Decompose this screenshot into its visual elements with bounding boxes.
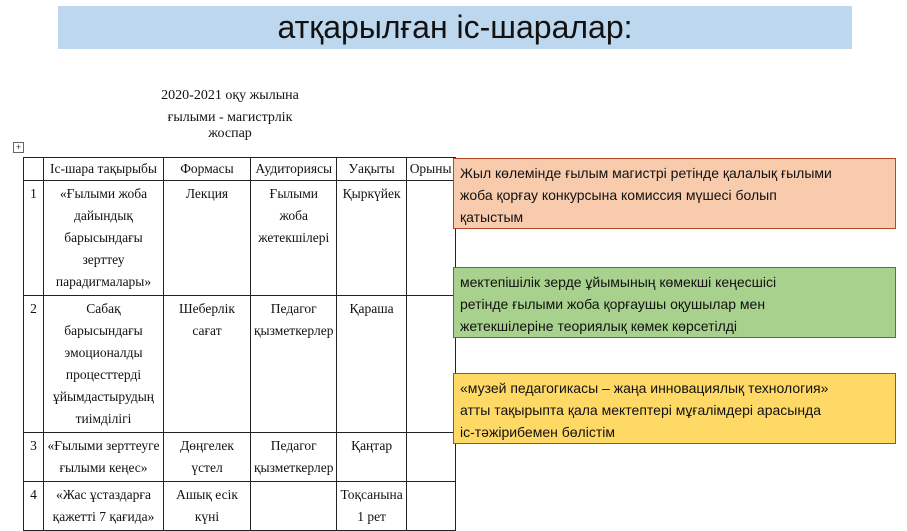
note-line: жетекшілеріне теориялық көмек көрсетілді: [460, 318, 738, 334]
cell-num: 3: [24, 433, 44, 482]
cell-topic-line: парадигмалары»: [55, 274, 152, 289]
header-cell-place: Орыны: [406, 158, 455, 181]
cell-place: [406, 181, 455, 296]
table-expand-icon[interactable]: +: [13, 142, 24, 153]
cell-topic-line: барысындағы зерттеу: [64, 230, 143, 267]
table-row: [24, 181, 456, 296]
cell-num: 2: [24, 296, 44, 433]
header-cell-num: [24, 158, 44, 181]
document-heading-line1: 2020-2021 оқу жылына: [161, 88, 299, 103]
note-line: атты тақырыпта қала мектептері мұғалімдері арасында: [460, 402, 822, 418]
cell-num: 1: [24, 181, 44, 296]
cell-form: [164, 181, 251, 296]
note-box-commission: [453, 158, 896, 229]
cell-time: [337, 433, 406, 482]
document-heading-line2: ғылыми - магистрлік жоспар: [167, 110, 293, 141]
cell-time-line: 1 рет: [357, 509, 386, 524]
header-cell-time: Уақыты: [337, 158, 406, 181]
cell-audience: [251, 433, 337, 482]
cell-topic-line: ұйымдастырудың: [52, 389, 155, 404]
cell-audience-line: қызметкерлер: [254, 323, 334, 338]
table-row: [24, 296, 456, 433]
cell-time-line: Қыркүйек: [342, 186, 401, 201]
cell-topic-line: тиімділігі: [75, 411, 132, 426]
cell-place: [406, 296, 455, 433]
table-row: [24, 433, 456, 482]
cell-place: [406, 433, 455, 482]
cell-time: [337, 181, 406, 296]
note-line: іс-тәжірибемен бөлістім: [460, 424, 615, 440]
note-box-advisor: [453, 267, 896, 338]
cell-time: [337, 296, 406, 433]
cell-topic: [44, 296, 164, 433]
cell-audience: [251, 296, 337, 433]
cell-num: 4: [24, 482, 44, 531]
cell-form: [164, 296, 251, 433]
cell-audience-line: жетекшілері: [258, 230, 330, 245]
note-line: жоба қорғау конкурсына комиссия мүшесі болып: [460, 187, 777, 203]
cell-topic-line: ғылыми кеңес»: [59, 460, 148, 475]
cell-form-line: Ашық есік күні: [176, 487, 238, 524]
cell-audience-line: жоба: [279, 208, 309, 223]
cell-form-line: Шеберлік сағат: [179, 301, 235, 338]
note-line: Жыл көлемінде ғылым магистрі ретінде қалалық ғылыми: [460, 165, 832, 181]
cell-audience: [251, 181, 337, 296]
cell-topic-line: Сабақ барысындағы: [64, 301, 143, 338]
note-box-museum-pedagogy: [453, 373, 896, 444]
note-line: ретінде ғылыми жоба қорғаушы оқушылар мен: [460, 296, 766, 312]
plan-table: [23, 157, 456, 531]
header-cell-audience: Аудиториясы: [251, 158, 337, 181]
cell-audience-line: Педагог: [270, 301, 317, 316]
cell-form-line: Лекция: [185, 186, 229, 201]
header-cell-topic: Іс-шара тақырыбы: [44, 158, 164, 181]
cell-form: [164, 433, 251, 482]
cell-topic-line: «Ғылыми жоба: [59, 186, 148, 201]
header-cell-form: Формасы: [164, 158, 251, 181]
cell-time-line: Тоқсанына: [340, 487, 403, 502]
cell-topic: [44, 433, 164, 482]
cell-topic: [44, 181, 164, 296]
cell-audience-line: Педагог: [270, 438, 317, 453]
cell-topic-line: «Ғылыми зерттеуге: [47, 438, 160, 453]
note-line: «музей педагогикасы – жаңа инновациялық технология»: [460, 380, 829, 396]
note-line: қатыстым: [460, 209, 524, 225]
cell-topic-line: қажетті 7 қағида»: [52, 509, 155, 524]
cell-time-line: Қараша: [349, 301, 394, 316]
slide-title-bar: [58, 6, 852, 49]
cell-topic-line: «Жас ұстаздарға: [56, 487, 151, 502]
cell-topic-line: процесттерді: [65, 367, 142, 382]
cell-time-line: Қаңтар: [351, 438, 393, 453]
table-header-row: [24, 158, 456, 181]
note-line: мектепішілік зерде ұйымының көмекші кеңесшісі: [460, 274, 777, 290]
cell-audience-line: Ғылыми: [269, 186, 318, 201]
slide-title: атқарылған іс-шаралар:: [277, 9, 633, 45]
cell-form-line: Дөңгелек үстел: [180, 438, 234, 475]
cell-topic-line: эмоционалды: [64, 345, 143, 360]
cell-topic-line: дайындық: [74, 208, 133, 223]
cell-audience-line: қызметкерлер: [254, 460, 334, 475]
